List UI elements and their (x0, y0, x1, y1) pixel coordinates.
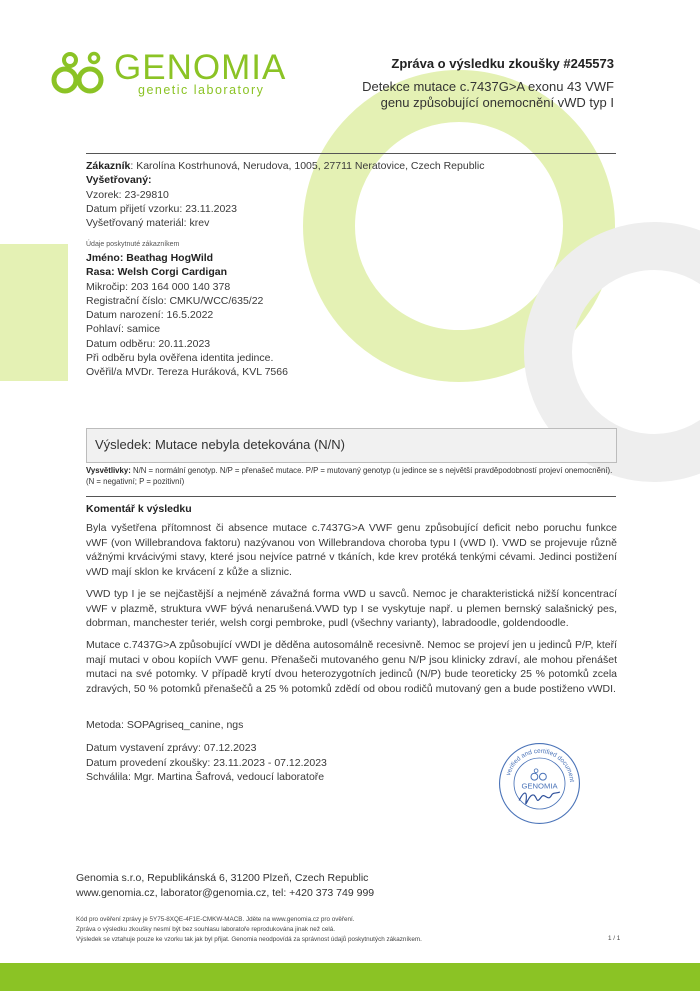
issued-date: Datum vystavení zprávy: 07.12.2023 (86, 742, 257, 754)
logo-tagline: genetic laboratory (138, 83, 265, 97)
material: Vyšetřovaný materiál: krev (86, 217, 210, 230)
report-subtitle-line1: Detekce mutace c.7437G>A exonu 43 VWF (362, 79, 614, 94)
certification-stamp (497, 741, 582, 826)
received-date: Datum přijetí vzorku: 23.11.2023 (86, 202, 237, 215)
animal-name: Jméno: Beathag HogWild (86, 252, 214, 264)
footer-address-block (76, 871, 374, 901)
legend-label: Vysvětlivky: (86, 466, 131, 475)
stamp-logo-icon (531, 769, 546, 780)
header-divider (86, 153, 616, 154)
footer-green-band (0, 963, 700, 991)
legend-divider (86, 496, 616, 497)
decorative-side-bar (0, 244, 68, 381)
footer-notes (76, 915, 636, 945)
legend (86, 466, 614, 487)
report-title: Zpráva o výsledku zkoušky #245573 (391, 56, 614, 71)
identity-note: Při odběru byla ověřena identita jedince. (86, 352, 274, 365)
animal-block (86, 251, 626, 380)
sex: Pohlaví: samice (86, 323, 161, 336)
footer-contact: www.genomia.cz, laborator@genomia.cz, tel: +420 373 749 999 (76, 887, 375, 899)
report-subtitle (362, 79, 614, 111)
customer-data-note: Údaje poskytnuté zákazníkem (86, 241, 180, 248)
examined-label: Vyšetřovaný: (86, 174, 152, 187)
logo-circles-icon (48, 50, 110, 100)
customer-block (86, 159, 646, 230)
result-text: Výsledek: Mutace nebyla detekována (N/N) (95, 437, 346, 452)
animal-breed: Rasa: Welsh Corgi Cardigan (86, 266, 228, 279)
stamp-name: GENOMIA (521, 781, 558, 791)
logo-wordmark: GENOMIA (114, 48, 287, 87)
comment-paragraph-3: Mutace c.7437G>A způsobující vWDI je děděna autosomálně recesivně. Nemoc se projeví jen u jedinců P/P, kteří mají mutaci v obou kopiích VWF genu. Přenašeči mutovaného genu N/P jsou klinicky zdraví, ale mohou přenášet mutaci na své potomky. V případě krytí dvou heterozygotních jedinců (N/P) bude teoreticky 25 % potomků zcela zdravých, 50 % potomků přenašečů a 25 % potomků zdědí od obou rodičů mutovaný gen a bude postiženo vWDI. (86, 639, 617, 695)
microchip: Mikročip: 203 164 000 140 378 (86, 280, 231, 293)
footer-note-2: Výsledek se vztahuje pouze ke vzorku tak jak byl přijat. Genomia neodpovídá za správnost údajů poskytnutých zákazníkem. (76, 936, 422, 943)
footer-note-1: Zpráva o výsledku zkoušky nesmí být bez souhlasu laboratoře reprodukována jinak než celá. (76, 926, 336, 933)
legend-text: N/N = normální genotyp. N/P = přenašeč mutace. P/P = mutovaný genotyp (u jedince se s největší pravděpodobností projeví onemocnění). (N = negativní; P = pozitivní) (86, 466, 613, 486)
report-subtitle-line2: genu způsobující onemocnění vWD typ I (380, 95, 614, 110)
sample-id: Vzorek: 23-29810 (86, 188, 169, 201)
approved-by: Schválila: Mgr. Martina Šafrová, vedoucí laboratoře (86, 771, 325, 783)
customer-value: : Karolína Kostrhunová, Nerudova, 1005, 27711 Neratovice, Czech Republic (130, 160, 485, 172)
page-number: 1 / 1 (608, 935, 621, 942)
birth-date: Datum narození: 16.5.2022 (86, 309, 214, 322)
comment-heading: Komentář k výsledku (86, 503, 192, 515)
verified-by: Ověřil/a MVDr. Tereza Huráková, KVL 7566 (86, 366, 288, 379)
genomia-logo (48, 44, 308, 104)
verification-code: Kód pro ověření zprávy je 5Y75-8XQE-4F1E-CMKW-MACB. Jděte na www.genomia.cz pro ověření. (76, 916, 355, 923)
result-box (86, 428, 617, 463)
performed-dates: Datum provedení zkoušky: 23.11.2023 - 07.12.2023 (86, 756, 327, 769)
signature (519, 792, 560, 804)
registration-number: Registrační číslo: CMKU/WCC/635/22 (86, 294, 264, 307)
method: Metoda: SOPAgriseq_canine, ngs (86, 719, 244, 731)
stamp-ring-text: verified and certified document (505, 747, 576, 783)
customer-line (86, 159, 646, 173)
comment-paragraph-1: Byla vyšetřena přítomnost či absence mutace c.7437G>A VWF genu způsobující deficit nebo poruchu funkce vWF (von Willebrandova faktoru) nazývanou von Willebrandova choroba typu I (vWD I). VWD se projevuje různě vážnými krvácivými stavy, které jsou nejvíce patrné v tkáních, kde krev protéká tenkými cévami. Jedinci postižení vWD mají sklon ke krvácení z kůže a sliznic. (86, 522, 617, 578)
collection-date: Datum odběru: 20.11.2023 (86, 337, 211, 350)
customer-label: Zákazník (86, 160, 131, 172)
footer-address: Genomia s.r.o, Republikánská 6, 31200 Plzeň, Czech Republic (76, 872, 369, 884)
comment-paragraph-2: VWD typ I je se nejčastější a nejméně závažná forma vWD u savců. Nemoc je charakteristická nižší koncentrací vWF v plazmě, struktura vWF bývá nenarušená.VWD typ I se vyskytuje např. u plemen bernský salašnický pes, dobrman, manchester teriér, welsh corgi pembroke, pudl (všechny varianty), labradoodle, goldendoodle. (86, 588, 617, 629)
